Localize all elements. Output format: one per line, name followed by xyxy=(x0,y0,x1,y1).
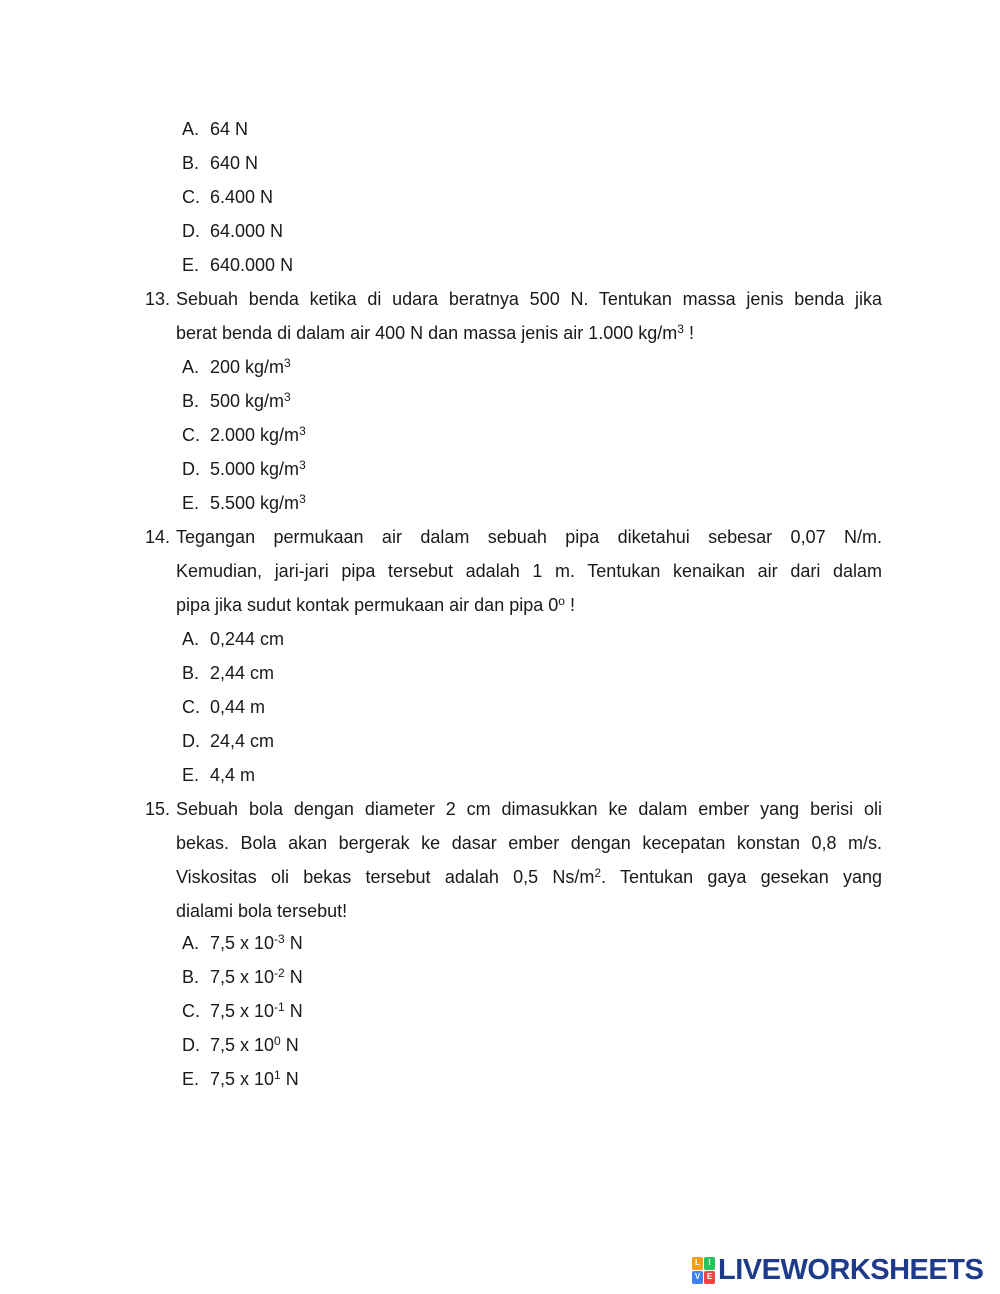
option-letter: E. xyxy=(182,255,200,275)
option-d[interactable] xyxy=(182,214,283,248)
option-d[interactable]: D. 5.000 $kg/m^3$ xyxy=(182,458,306,479)
option-a[interactable]: A. 7,5 x $10^{-3}$ N xyxy=(182,932,303,953)
option-letter: A. xyxy=(182,119,200,139)
option-text: 64.000 N xyxy=(210,221,284,241)
option-e[interactable]: E. 7,5 x $10^1$ N xyxy=(182,1068,299,1089)
option-c[interactable]: C. 7,5 x $10^{-1}$ N xyxy=(182,1000,303,1021)
option-d[interactable]: D. 7,5 x $10^0$ N xyxy=(182,1034,299,1055)
option-e[interactable]: E. 4,4 m xyxy=(182,765,256,785)
option-letter: B. xyxy=(182,153,200,173)
question-line: berat benda di dalam air 400 N dan massa jenis air 1.000 $kg/m^3$ ! xyxy=(176,322,694,343)
question-line: Kemudian, jari-jari pipa tersebut adalah 1 m. Tentukan kenaikan air dari dalam xyxy=(176,561,882,581)
question-line: dialami bola tersebut! xyxy=(176,901,348,921)
option-text: 64 N xyxy=(210,119,249,139)
option-c[interactable]: C. 2.000 $kg/m^3$ xyxy=(182,424,306,445)
option-text: 640.000 N xyxy=(210,255,294,275)
question-line: bekas. Bola akan bergerak ke dasar ember dengan kecepatan konstan 0,8 m/s. xyxy=(176,833,882,853)
liveworksheets-logo-icon: L I V E xyxy=(692,1257,714,1283)
option-b[interactable]: B. 2,44 cm xyxy=(182,663,275,683)
option-text: 6.400 N xyxy=(210,187,274,207)
question-14-text xyxy=(176,520,882,622)
question-13-text xyxy=(176,282,882,350)
option-e[interactable]: E. 5.500 $kg/m^3$ xyxy=(182,492,306,513)
question-line: Viskositas oli bekas tersebut adalah 0,5 $Ns/m^2$. Tentukan gaya gesekan yang xyxy=(176,866,882,887)
option-e[interactable] xyxy=(182,248,293,282)
option-letter: D. xyxy=(182,221,200,241)
option-a[interactable] xyxy=(182,112,248,146)
question-15-text xyxy=(176,792,882,928)
option-a[interactable]: A. 0,244 cm xyxy=(182,629,285,649)
question-number: 14. xyxy=(145,527,171,547)
question-line: Tegangan permukaan air dalam sebuah pipa diketahui sebesar 0,07 N/m. xyxy=(176,527,882,547)
question-number: 15. xyxy=(145,799,171,819)
option-b[interactable] xyxy=(182,146,258,180)
question-number: 13. xyxy=(145,289,171,309)
option-b[interactable]: B. 500 $kg/m^3$ xyxy=(182,390,291,411)
option-b[interactable]: B. 7,5 x $10^{-2}$ N xyxy=(182,966,303,987)
option-c[interactable] xyxy=(182,180,273,214)
option-text: 640 N xyxy=(210,153,259,173)
option-c[interactable]: C. 0,44 m xyxy=(182,697,266,717)
option-d[interactable]: D. 24,4 cm xyxy=(182,731,275,751)
question-line: pipa jika sudut kontak permukaan air dan pipa 0$^o$ ! xyxy=(176,594,575,615)
liveworksheets-logo-text: LIVEWORKSHEETS xyxy=(718,1253,984,1286)
question-line: Sebuah benda ketika di udara beratnya 500 N. Tentukan massa jenis benda jika xyxy=(176,289,882,309)
liveworksheets-logo xyxy=(692,1250,983,1290)
option-a[interactable]: A. 200 $kg/m^3$ xyxy=(182,356,291,377)
option-letter: C. xyxy=(182,187,200,207)
question-line: Sebuah bola dengan diameter 2 cm dimasukkan ke dalam ember yang berisi oli xyxy=(176,799,882,819)
